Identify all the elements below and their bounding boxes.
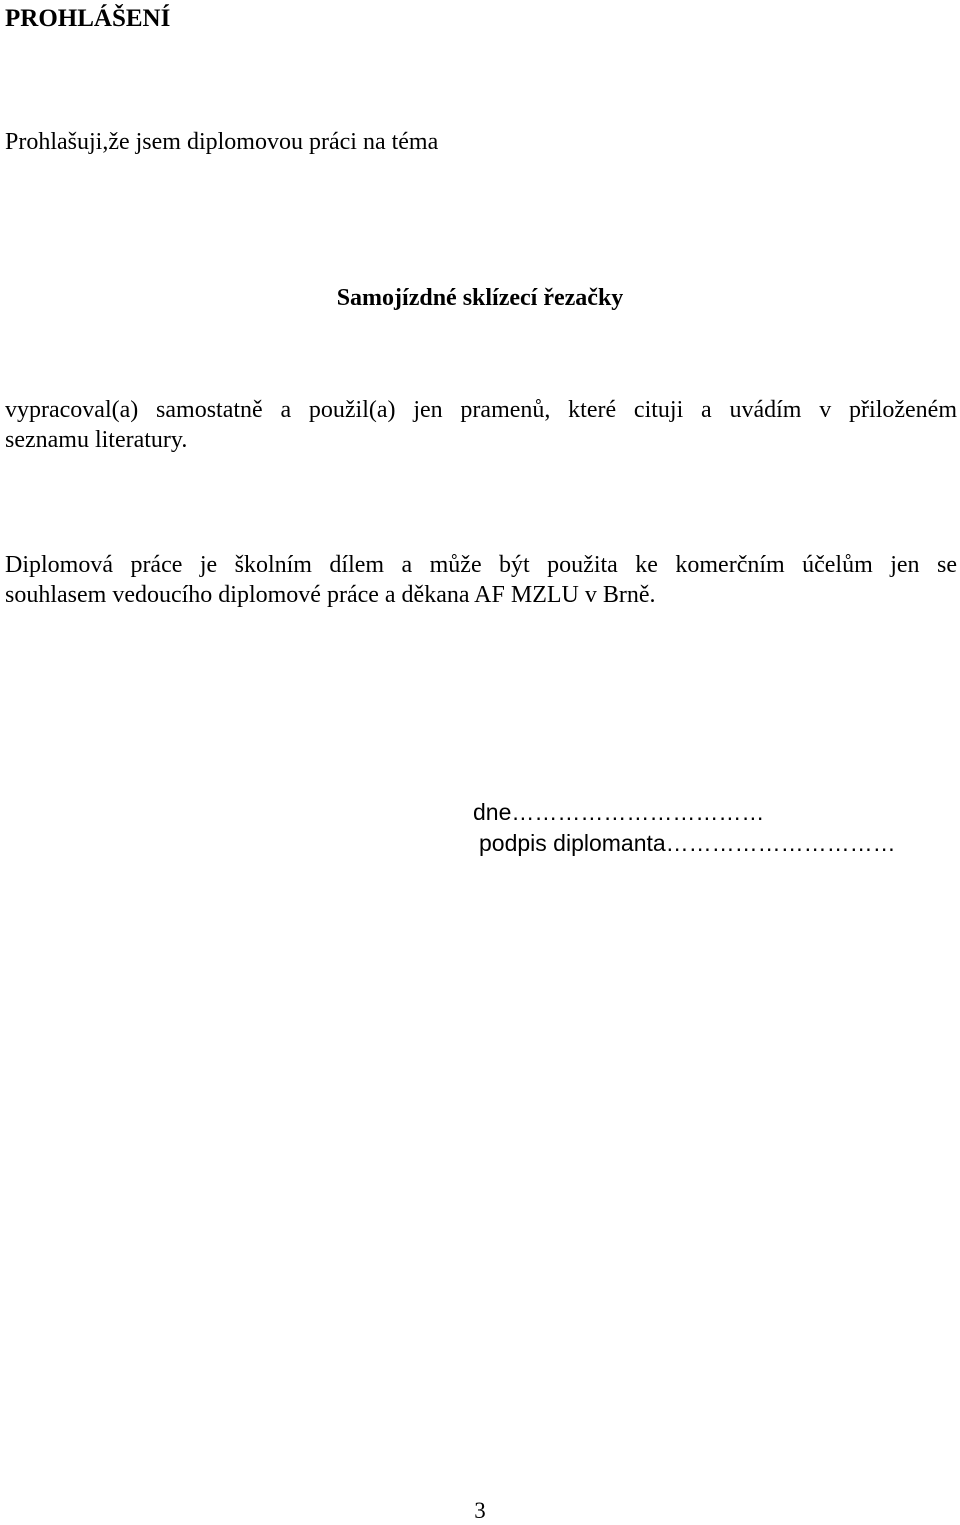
- intro-text: Prohlašuji,že jsem diplomovou práci na téma: [5, 129, 439, 155]
- page-heading: PROHLÁŠENÍ: [5, 5, 171, 32]
- usage-paragraph: [5, 550, 957, 610]
- declaration-paragraph: [5, 395, 957, 455]
- declaration-line-1: vypracoval(a) samostatně a použil(a) jen pramenů, které cituji a uvádím v přiloženém: [5, 397, 957, 423]
- thesis-topic: Samojízdné sklízecí řezačky: [336, 285, 624, 311]
- signature-line: podpis diplomanta…………………………: [479, 830, 896, 856]
- usage-line-2: souhlasem vedoucího diplomové práce a děkana AF MZLU v Brně.: [5, 582, 656, 608]
- usage-line-1: Diplomová práce je školním dílem a může být použita ke komerčním účelům jen se: [5, 552, 957, 578]
- date-line: dne……………………………: [473, 799, 765, 825]
- page-number: 3: [474, 1498, 486, 1523]
- declaration-line-2: seznamu literatury.: [5, 427, 188, 453]
